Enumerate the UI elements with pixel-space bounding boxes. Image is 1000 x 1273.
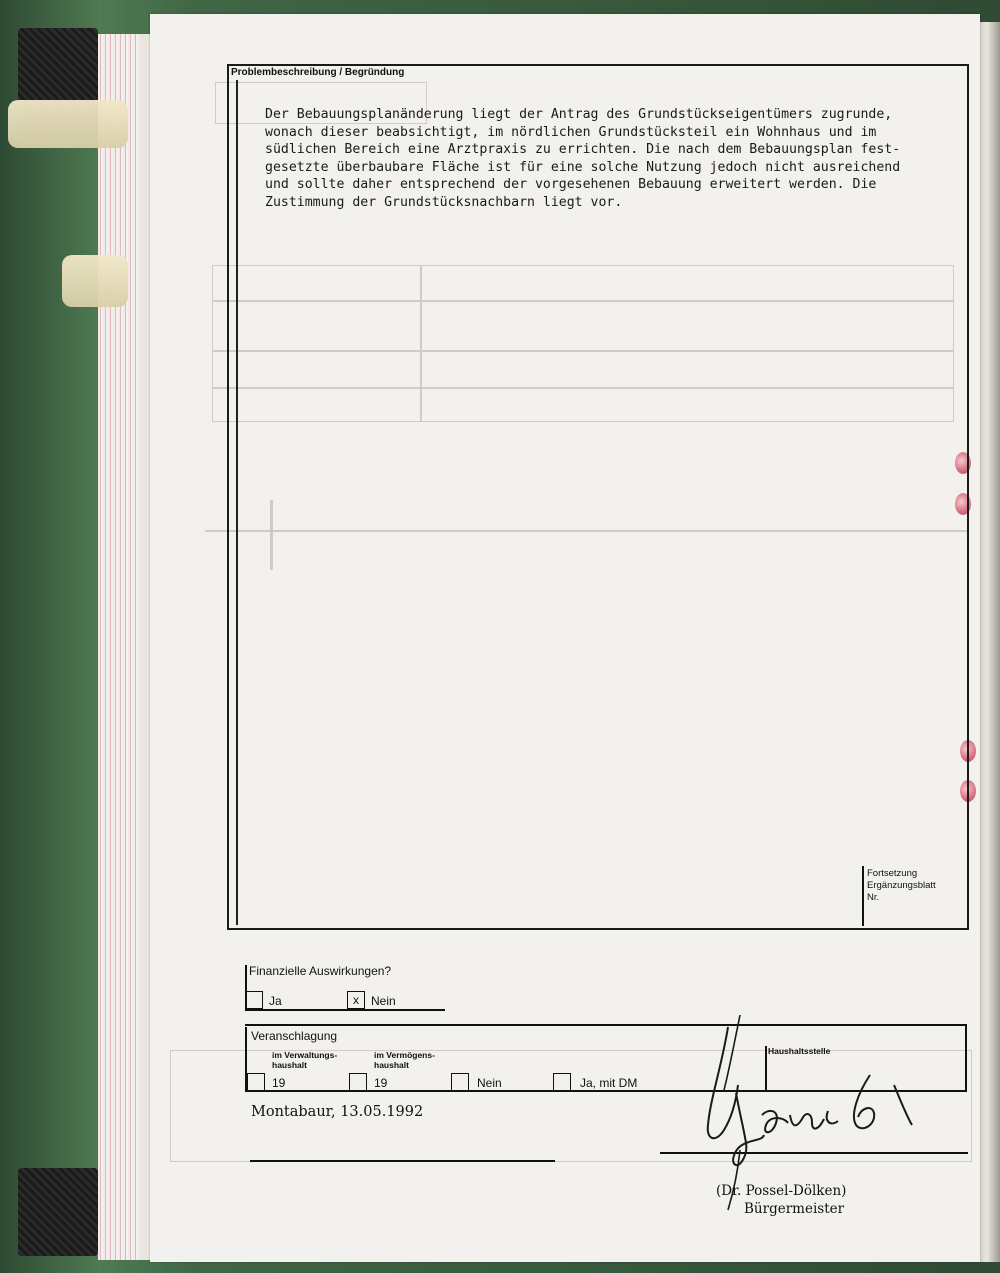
- text-line: und sollte daher entsprechend der vorgesehenen Bebauung erweitert werden. Die: [265, 177, 877, 193]
- budget-yes-checkbox[interactable]: [553, 1073, 571, 1091]
- financial-no-checkbox[interactable]: [347, 991, 365, 1009]
- continuation-label: Fortsetzung Ergänzungsblatt Nr.: [867, 868, 936, 903]
- financial-yes-label: Ja: [269, 994, 282, 1008]
- budget-line-label: Haushaltsstelle: [768, 1046, 831, 1056]
- text-line: Zustimmung der Grundstücksnachbarn liegt vor.: [265, 194, 623, 210]
- text-line: Der Bebauungsplanänderung liegt der Antrag des Grundstückseigentümers zugrunde,: [265, 107, 893, 122]
- budget-yes-label: Ja, mit DM: [580, 1076, 638, 1090]
- date-signature-line: [250, 1160, 555, 1162]
- index-tab-top: [8, 100, 128, 148]
- text-line: südlichen Bereich eine Arztpraxis zu errichten. Die nach dem Bebauungsplan fest-: [265, 142, 901, 158]
- admin-budget-checkbox[interactable]: [247, 1073, 265, 1091]
- section-label: Problembeschreibung / Begründung: [231, 67, 405, 78]
- financial-yes-checkbox[interactable]: [245, 991, 263, 1009]
- budget-no-label: Nein: [477, 1076, 502, 1090]
- binder-right-edge: [978, 22, 1000, 1262]
- index-tab-middle: [62, 255, 128, 307]
- checkbox-mark: x: [353, 993, 359, 1007]
- budgeting-right-rule: [965, 1024, 967, 1092]
- financial-no-label: Nein: [371, 994, 396, 1008]
- binder-corner-bottom: [18, 1168, 98, 1256]
- place-date: Montabaur, 13.05.1992: [251, 1104, 424, 1120]
- financial-title: Finanzielle Auswirkungen?: [249, 964, 392, 978]
- admin-budget-year: 19: [272, 1076, 286, 1090]
- problem-description-text: [265, 106, 965, 212]
- mayor-name: (Dr. Possel-Dölken): [716, 1183, 847, 1199]
- frame-inner-rule: [236, 80, 238, 925]
- continuation-rule: [862, 866, 864, 926]
- asset-budget-checkbox[interactable]: [349, 1073, 367, 1091]
- text-line: wonach dieser beabsichtigt, im nördlichen Grundstücksteil ein Wohnhaus und im: [265, 124, 877, 140]
- budget-no-checkbox[interactable]: [451, 1073, 469, 1091]
- asset-budget-year: 19: [374, 1076, 388, 1090]
- mayor-role: Bürgermeister: [744, 1201, 845, 1217]
- financial-rule: [245, 1009, 445, 1011]
- budgeting-title: Veranschlagung: [251, 1029, 338, 1043]
- text-line: gesetzte überbaubare Fläche ist für eine solche Nutzung jedoch nicht ausreichend: [265, 159, 901, 175]
- admin-budget-label: im Verwaltungs- haushalt: [272, 1050, 338, 1070]
- asset-budget-label: im Vermögens- haushalt: [374, 1050, 435, 1070]
